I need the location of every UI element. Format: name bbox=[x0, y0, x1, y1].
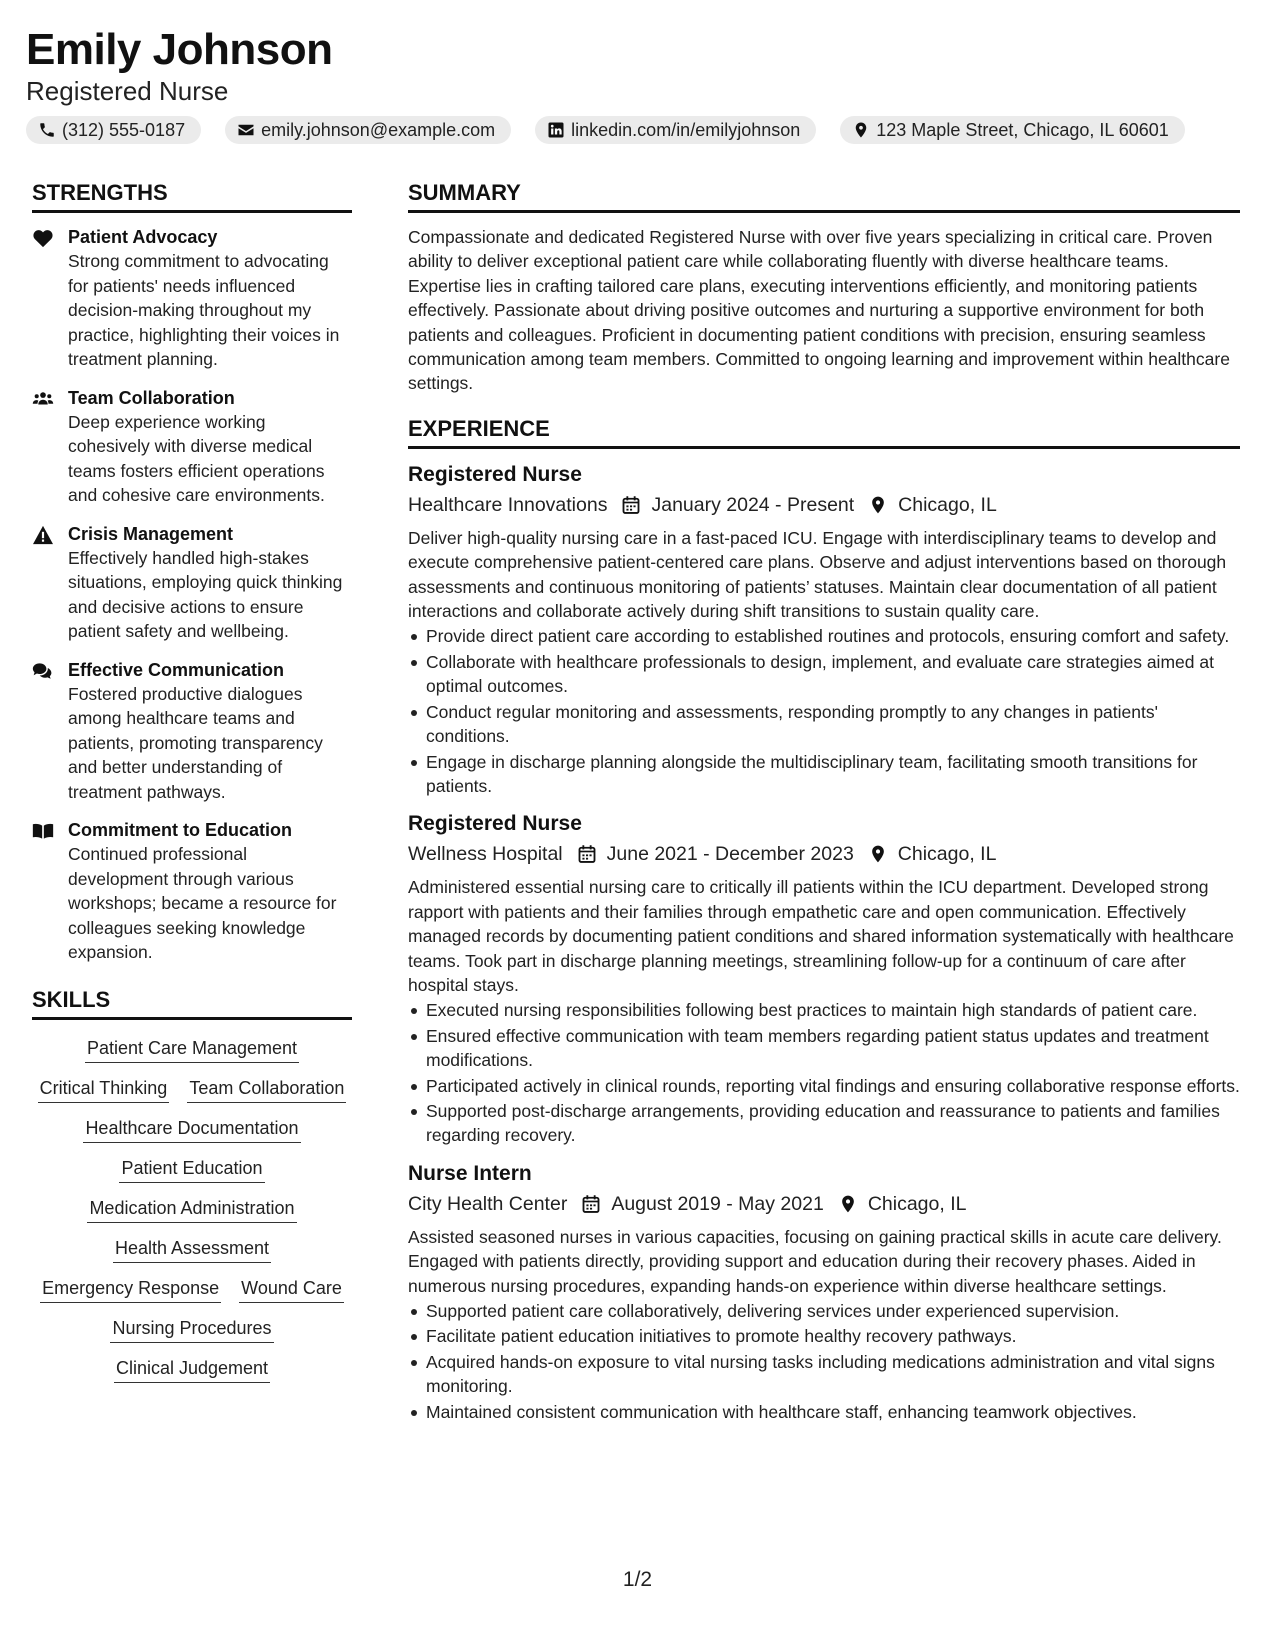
job-company: Wellness Hospital bbox=[408, 843, 563, 866]
strength-title: Patient Advocacy bbox=[68, 227, 218, 247]
skill-tag: Patient Education bbox=[119, 1156, 264, 1183]
job-bullet: Conduct regular monitoring and assessments, responding promptly to any changes in patients' conditions. bbox=[408, 700, 1240, 749]
job-title: Registered Nurse bbox=[408, 462, 582, 486]
strength-title: Commitment to Education bbox=[68, 820, 292, 840]
contact-bar bbox=[26, 116, 1256, 144]
summary-text: Compassionate and dedicated Registered Nurse with over five years specializing in critical care. Proven ability to deliver exceptional patient care while collaborating fluently with diverse healthcare teams. Expertise lies in crafting tailored care plans, executing interventions efficiently, and monitoring patients effectively. Passionate about driving positive outcomes and nurturing a supportive environment for both patients and colleagues. Proficient in documenting patient conditions with precision, ensuring seamless communication among team members. Committed to ongoing learning and improvement within healthcare settings. bbox=[408, 227, 1230, 394]
left-column bbox=[32, 178, 352, 1383]
strength-item bbox=[32, 818, 352, 965]
chat-bubbles-icon bbox=[32, 661, 54, 681]
skill-tag: Medication Administration bbox=[87, 1196, 296, 1223]
contact-email[interactable] bbox=[225, 116, 511, 144]
map-pin-icon bbox=[868, 495, 888, 515]
experience-heading: EXPERIENCE bbox=[408, 414, 1240, 449]
envelope-icon bbox=[237, 121, 255, 139]
strength-item bbox=[32, 225, 352, 372]
job-bullets bbox=[408, 1299, 1240, 1424]
contact-email-text: emily.johnson@example.com bbox=[261, 119, 496, 140]
skills-list bbox=[32, 1036, 352, 1383]
calendar-icon bbox=[577, 844, 597, 864]
right-column bbox=[408, 178, 1240, 1436]
strength-title: Team Collaboration bbox=[68, 387, 235, 408]
map-pin-icon bbox=[838, 1194, 858, 1214]
job-meta bbox=[408, 839, 1240, 869]
job-bullet: Supported patient care collaboratively, delivering services under experienced supervision. bbox=[408, 1299, 1240, 1323]
page-number: 1/2 bbox=[622, 1568, 653, 1591]
strength-desc: Strong commitment to advocating for patients' needs influenced decision-making throughout my practice, highlighting their voices in treatment planning. bbox=[68, 251, 340, 369]
skill-tag: Critical Thinking bbox=[38, 1076, 170, 1103]
job-entry bbox=[408, 1160, 1240, 1424]
job-meta bbox=[408, 1189, 1240, 1219]
contact-phone-text: (312) 555-0187 bbox=[62, 119, 186, 140]
job-location: Chicago, IL bbox=[867, 1192, 967, 1215]
job-dates: June 2021 - December 2023 bbox=[606, 843, 854, 866]
strength-title: Crisis Management bbox=[68, 523, 234, 544]
job-description: Assisted seasoned nurses in various capacities, focusing on gaining practical skills in acute care delivery. Engaged with patients directly, providing support and education during their recovery phases. Aided in numerous nursing procedures, expanding hands-on experience within diverse healthcare settings. bbox=[408, 1226, 1222, 1296]
job-company: City Health Center bbox=[408, 1192, 568, 1215]
strength-desc: Deep experience working cohesively with diverse medical teams fosters efficient operations and cohesive care environments. bbox=[68, 411, 325, 505]
calendar-icon bbox=[581, 1194, 601, 1214]
candidate-title: Registered Nurse bbox=[26, 76, 229, 106]
job-location: Chicago, IL bbox=[897, 843, 997, 866]
strength-item bbox=[32, 658, 352, 805]
skill-tag: Wound Care bbox=[239, 1276, 344, 1303]
map-pin-icon bbox=[868, 844, 888, 864]
job-description: Administered essential nursing care to critically ill patients within the ICU department. Developed strong rapport with patients and their families through empathetic care and open communication. Effectively managed records by documenting patient conditions and shared information systematically with healthcare teams. Took part in discharge planning meetings, streamlining follow-up for a continuum of care after hospital stays. bbox=[408, 877, 1234, 995]
candidate-name: Emily Johnson bbox=[26, 25, 333, 74]
warning-icon bbox=[32, 525, 54, 545]
strength-item bbox=[32, 386, 352, 508]
job-bullet: Facilitate patient education initiatives to promote healthy recovery pathways. bbox=[408, 1324, 1240, 1348]
calendar-icon bbox=[621, 495, 641, 515]
job-meta bbox=[408, 490, 1240, 520]
job-bullet: Engage in discharge planning alongside the multidisciplinary team, facilitating smooth transitions for patients. bbox=[408, 750, 1240, 799]
resume-header bbox=[26, 24, 1256, 144]
job-location: Chicago, IL bbox=[898, 493, 997, 516]
job-bullet: Participated actively in clinical rounds, reporting vital findings and ensuring collaborative response efforts. bbox=[408, 1074, 1240, 1098]
job-bullet: Maintained consistent communication with healthcare staff, enhancing teamwork objectives. bbox=[408, 1400, 1240, 1424]
skill-tag: Clinical Judgement bbox=[114, 1356, 270, 1383]
strength-title: Effective Communication bbox=[68, 659, 285, 680]
job-dates: August 2019 - May 2021 bbox=[611, 1192, 824, 1215]
skill-tag: Emergency Response bbox=[40, 1276, 221, 1303]
job-title: Nurse Intern bbox=[408, 1161, 532, 1185]
heart-icon bbox=[32, 228, 54, 248]
skill-tag: Team Collaboration bbox=[187, 1076, 346, 1103]
contact-address-text: 123 Maple Street, Chicago, IL 60601 bbox=[876, 119, 1169, 140]
summary-heading: SUMMARY bbox=[408, 178, 1240, 213]
open-book-icon bbox=[32, 821, 54, 841]
job-entry bbox=[408, 461, 1240, 798]
strength-desc: Continued professional development through various workshops; became a resource for colleagues seeking knowledge expansion. bbox=[68, 844, 337, 962]
strength-desc: Effectively handled high-stakes situations, employing quick thinking and decisive actions to ensure patient safety and wellbeing. bbox=[68, 547, 343, 641]
skill-tag: Nursing Procedures bbox=[110, 1316, 273, 1343]
job-entry bbox=[408, 810, 1240, 1147]
contact-linkedin-text: linkedin.com/in/emilyjohnson bbox=[571, 119, 801, 140]
job-title: Registered Nurse bbox=[408, 812, 582, 836]
job-bullet: Collaborate with healthcare professionals to design, implement, and evaluate care strategies aimed at optimal outcomes. bbox=[408, 650, 1240, 699]
skill-tag: Healthcare Documentation bbox=[83, 1116, 300, 1143]
job-dates: January 2024 - Present bbox=[651, 493, 855, 516]
contact-address bbox=[840, 116, 1185, 144]
contact-phone bbox=[26, 116, 201, 144]
job-description: Deliver high-quality nursing care in a fast-paced ICU. Engage with interdisciplinary teams to develop and execute comprehensive patient-centered care plans. Observe and adjust interventions based on thorough assessments and continuous monitoring of patients’ statuses. Maintain clear documentation of all patient interactions and collaborate actively during shift transitions to sustain quality care. bbox=[408, 527, 1227, 622]
job-bullet: Executed nursing responsibilities following best practices to maintain high standards of patient care. bbox=[408, 998, 1240, 1022]
job-bullet: Acquired hands-on exposure to vital nursing tasks including medications administration and vital signs monitoring. bbox=[408, 1350, 1240, 1399]
job-bullet: Supported post-discharge arrangements, providing education and reassurance to patients and families regarding recovery. bbox=[408, 1099, 1240, 1148]
job-company: Healthcare Innovations bbox=[408, 493, 608, 516]
job-bullet: Ensured effective communication with team members regarding patient status updates and treatment modifications. bbox=[408, 1024, 1240, 1073]
strengths-heading: STRENGTHS bbox=[32, 178, 352, 213]
users-icon bbox=[32, 389, 54, 409]
skill-tag: Health Assessment bbox=[113, 1236, 271, 1263]
phone-icon bbox=[38, 121, 56, 139]
strength-desc: Fostered productive dialogues among healthcare teams and patients, promoting transparency and better understanding of treatment pathways. bbox=[68, 683, 323, 802]
job-bullet: Provide direct patient care according to established routines and protocols, ensuring comfort and safety. bbox=[408, 624, 1240, 648]
skills-heading: SKILLS bbox=[32, 985, 352, 1020]
linkedin-icon bbox=[547, 121, 565, 139]
contact-linkedin[interactable] bbox=[535, 116, 816, 144]
map-pin-icon bbox=[852, 121, 870, 139]
job-bullets bbox=[408, 624, 1240, 798]
job-bullets bbox=[408, 998, 1240, 1147]
skill-tag: Patient Care Management bbox=[85, 1036, 299, 1063]
strength-item bbox=[32, 522, 352, 644]
